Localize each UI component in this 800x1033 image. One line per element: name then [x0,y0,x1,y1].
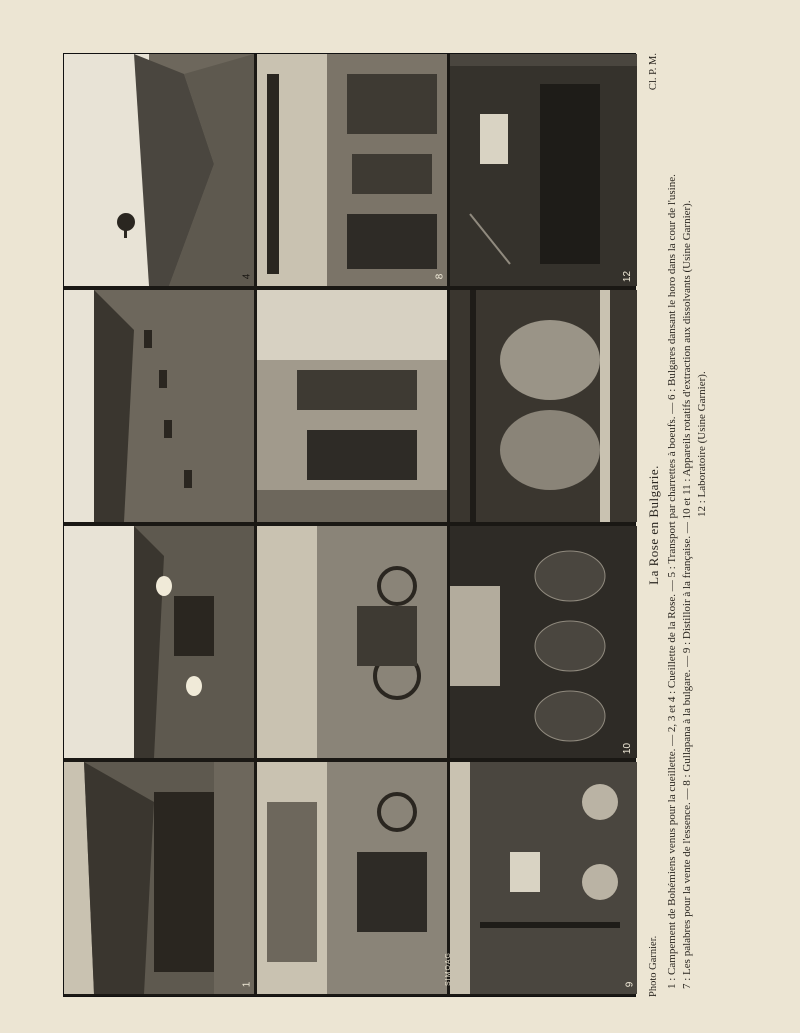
photo-9 [445,762,637,994]
photo-number: 9 [624,981,636,988]
photo-number: 1 [241,981,253,988]
photo-7 [257,290,447,522]
plate-title: La Rose en Bulgarie. [646,465,661,585]
plate-credit: Cl. P. M. [648,53,659,91]
photo-credit: Photo Garnier. [648,935,659,997]
photo-8 [257,54,447,286]
photo-3 [64,290,254,522]
photo-12 [450,54,637,286]
photo-number: 4 [241,273,253,280]
photo-1 [64,762,254,994]
photo-2 [64,526,254,758]
photographer-signature: SIMOAG [445,951,452,986]
photo-5 [257,762,447,994]
photo-11 [450,290,637,522]
photo-number: 8 [434,273,446,280]
photo-number: 10 [621,742,633,755]
plate-legend [665,53,710,997]
photo-6 [257,526,447,758]
legend-line: 1 : Campement de Bohémiens venus pour la cueillette. — 2, 3 et 4 : Cueillette de la Rose. — 5 : Transport par charrettes à boeufs. — 6 : Bulgares dansant le horo dans la cour de l'usine. [666,174,678,989]
photo-4 [64,54,254,286]
plate-caption [646,53,716,997]
legend-line: 12 : Laboratoire (Usine Garnier). [696,371,708,517]
photo-number: 12 [621,270,633,283]
legend-line: 7 : Les palabres pour la vente de l'essence. — 8 : Gullapana à la bulgare. — 9 : Distilloir à la française. — 10 et 11 : Appareils rotatifs d'extraction aux dissolvants (Usine Garnier). [681,200,693,989]
photo-plate [63,53,636,997]
photo-10 [450,526,637,758]
